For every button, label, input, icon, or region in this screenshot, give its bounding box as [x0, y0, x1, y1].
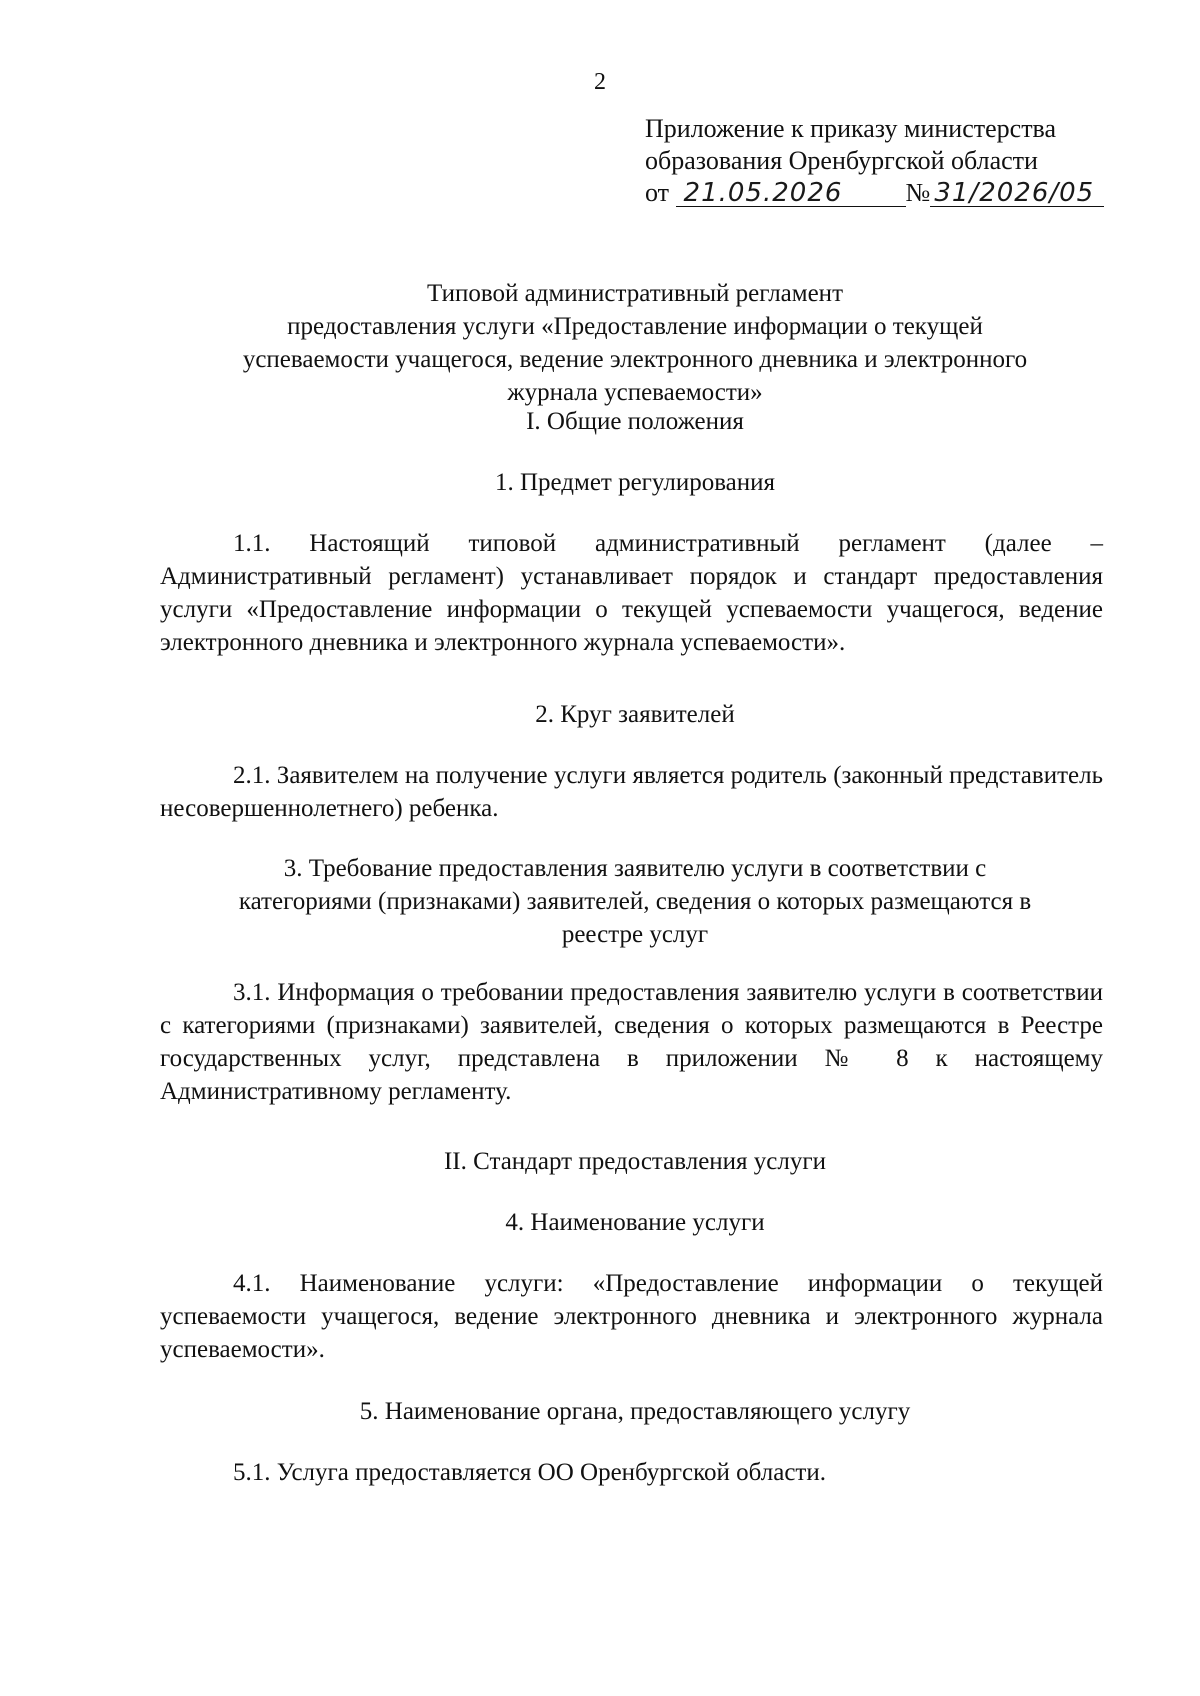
subsection-3-heading-line-3: реестре услуг [561, 921, 709, 948]
subsection-1-heading: 1. Предмет регулирования [494, 469, 776, 496]
document-title [160, 277, 1110, 409]
subsection-3-heading-line-2: категориями (признаками) заявителей, сведения о которых размещаются в [238, 888, 1032, 915]
title-line-3: успеваемости учащегося, ведение электронного дневника и электронного [242, 346, 1028, 373]
subsection-2-heading: 2. Круг заявителей [535, 701, 735, 728]
handwritten-number: 31/2026/05 [930, 180, 1104, 207]
subsection-3-heading [160, 852, 1110, 951]
paragraph-4-1: 4.1. Наименование услуги: «Предоставление информации о текущей успеваемости учащегося, ведение электронного дневника и электронного журнала успеваемости». [160, 1270, 1103, 1363]
title-line-1: Типовой административный регламент [426, 280, 843, 307]
appendix-line-2: образования Оренбургской области [645, 146, 1038, 175]
appendix-date-line [645, 177, 1115, 209]
appendix-line-1: Приложение к приказу министерства [645, 114, 1057, 143]
page-number: 2 [594, 69, 606, 95]
paragraph-2-1: 2.1. Заявителем на получение услуги является родитель (законный представитель несовершеннолетнего) ребенка. [160, 762, 1103, 822]
subsection-3-heading-line-1: 3. Требование предоставления заявителю услуги в соответствии с [283, 855, 987, 882]
paragraph-3-1: 3.1. Информация о требовании предоставления заявителю услуги в соответствии с категориями (признаками) заявителей, сведения о которых размещаются в Реестре государственных услуг, представлена в приложении № 8 к настоящему Административному регламенту. [160, 979, 1103, 1105]
title-line-4: журнала успеваемости» [507, 379, 763, 406]
handwritten-date: 21.05.2026 [676, 180, 906, 207]
subsection-4-heading: 4. Наименование услуги [505, 1209, 765, 1236]
paragraph-1-1: 1.1. Настоящий типовой административный регламент (далее – Административный регламент) устанавливает порядок и стандарт предоставления услуги «Предоставление информации о текущей успеваемости учащегося, ведение электронного дневника и электронного журнала успеваемости». [160, 530, 1103, 656]
section-1-heading: I. Общие положения [526, 408, 744, 435]
title-line-2: предоставления услуги «Предоставление информации о текущей [287, 313, 983, 340]
section-2-heading: II. Стандарт предоставления услуги [443, 1148, 827, 1175]
number-prefix: № [905, 178, 931, 207]
date-prefix: от [645, 178, 670, 207]
appendix-block [645, 113, 1115, 209]
subsection-5-heading: 5. Наименование органа, предоставляющего услугу [359, 1398, 911, 1425]
paragraph-5-1: 5.1. Услуга предоставляется ОО Оренбургской области. [233, 1459, 826, 1486]
